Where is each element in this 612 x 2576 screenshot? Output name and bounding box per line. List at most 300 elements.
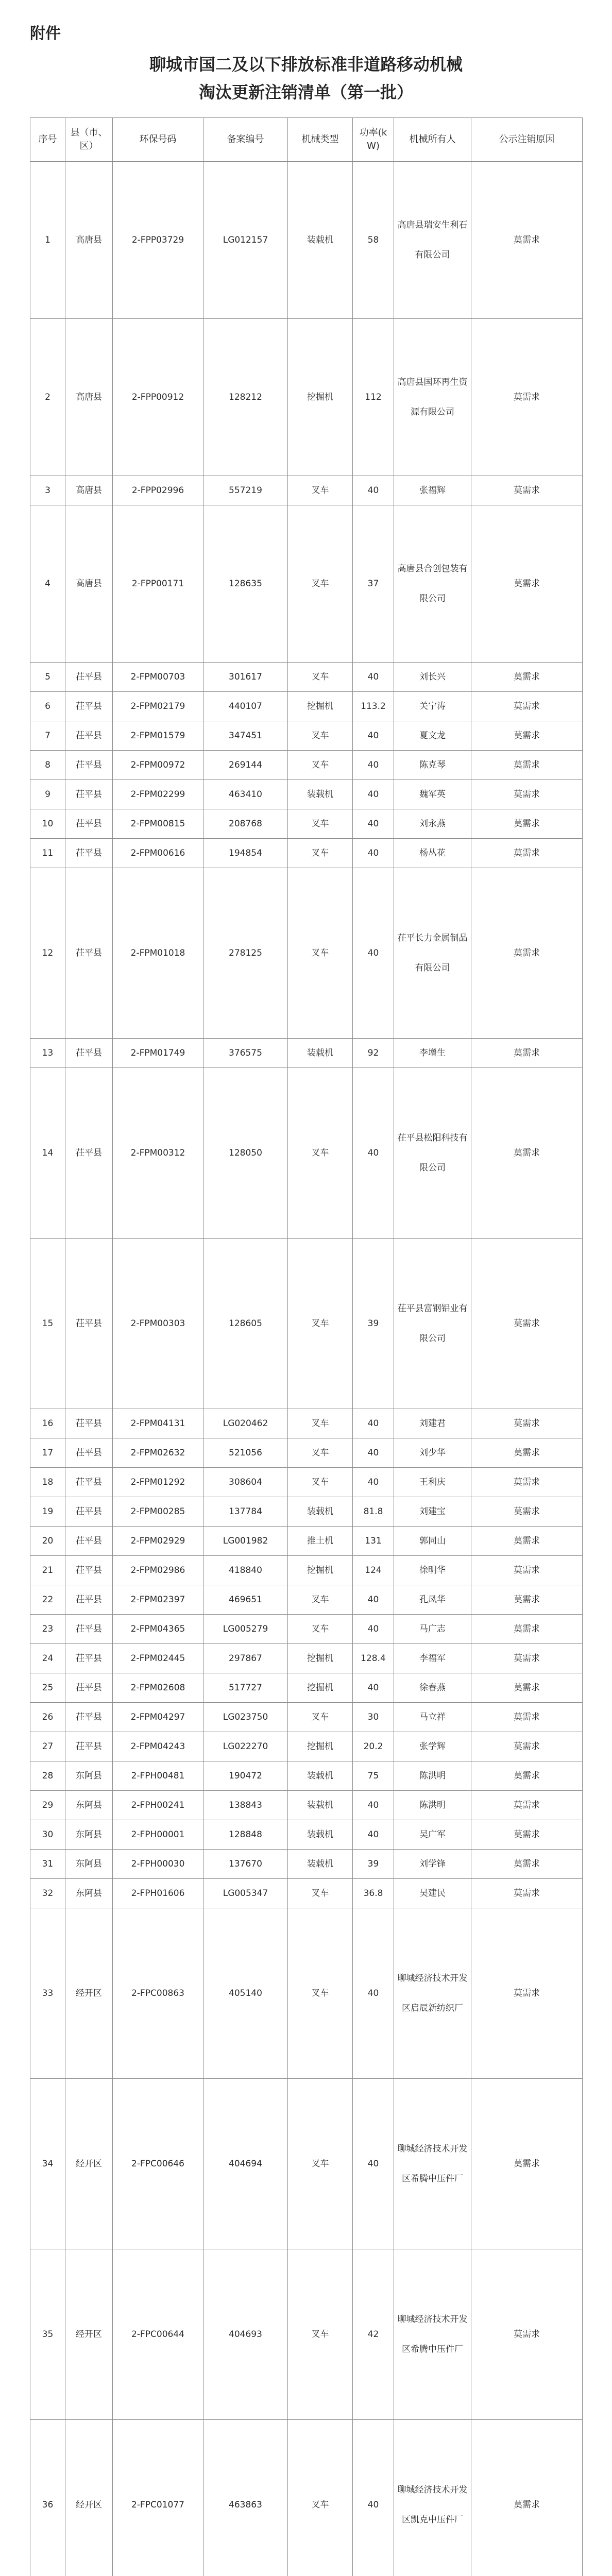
- cell-reason: 莫需求: [471, 2420, 583, 2576]
- cell-filing-no: 463410: [203, 780, 288, 809]
- cell-power: 128.4: [353, 1644, 394, 1673]
- table-row: [30, 162, 583, 319]
- cell-seq: 29: [30, 1791, 65, 1820]
- cell-power: 40: [353, 476, 394, 505]
- header-env-code: 环保号码: [113, 118, 203, 162]
- cell-power: 40: [353, 1673, 394, 1703]
- cell-machine-type: 挖掘机: [288, 319, 353, 476]
- cell-power: 75: [353, 1761, 394, 1791]
- cell-owner: 高唐县合创包装有限公司: [394, 505, 471, 663]
- table-row: [30, 1497, 583, 1527]
- cell-seq: 13: [30, 1039, 65, 1068]
- cell-county: 经开区: [65, 2079, 113, 2249]
- cell-filing-no: 301617: [203, 663, 288, 692]
- cell-machine-type: 叉车: [288, 1585, 353, 1615]
- table-row: [30, 1908, 583, 2079]
- cell-county: 茌平县: [65, 1703, 113, 1732]
- cell-county: 茌平县: [65, 1556, 113, 1585]
- cell-owner: 徐春燕: [394, 1673, 471, 1703]
- cell-county: 茌平县: [65, 1468, 113, 1497]
- cell-machine-type: 叉车: [288, 476, 353, 505]
- cell-seq: 20: [30, 1527, 65, 1556]
- cell-filing-no: 297867: [203, 1644, 288, 1673]
- cell-machine-type: 叉车: [288, 1239, 353, 1409]
- cell-env-code: 2-FPM00285: [113, 1497, 203, 1527]
- cell-machine-type: 推土机: [288, 1527, 353, 1556]
- cell-machine-type: 叉车: [288, 1438, 353, 1468]
- cell-owner: 陈洪明: [394, 1791, 471, 1820]
- table-row: [30, 692, 583, 721]
- cell-reason: 莫需求: [471, 868, 583, 1039]
- cell-seq: 10: [30, 809, 65, 839]
- cell-seq: 34: [30, 2079, 65, 2249]
- cell-machine-type: 装载机: [288, 162, 353, 319]
- cell-owner: 陈洪明: [394, 1761, 471, 1791]
- table-row: [30, 1732, 583, 1761]
- cell-power: 40: [353, 1820, 394, 1850]
- cell-reason: 莫需求: [471, 1908, 583, 2079]
- cell-reason: 莫需求: [471, 1703, 583, 1732]
- cell-reason: 莫需求: [471, 2249, 583, 2420]
- cell-power: 40: [353, 2079, 394, 2249]
- cell-county: 东阿县: [65, 1879, 113, 1908]
- cell-county: 茌平县: [65, 1239, 113, 1409]
- cell-county: 茌平县: [65, 1673, 113, 1703]
- cell-seq: 21: [30, 1556, 65, 1585]
- cell-power: 40: [353, 2420, 394, 2576]
- cell-reason: 莫需求: [471, 1820, 583, 1850]
- header-reason: 公示注销原因: [471, 118, 583, 162]
- cell-filing-no: LG001982: [203, 1527, 288, 1556]
- cell-reason: 莫需求: [471, 839, 583, 868]
- cell-machine-type: 叉车: [288, 1703, 353, 1732]
- cell-reason: 莫需求: [471, 1468, 583, 1497]
- table-row: [30, 868, 583, 1039]
- cell-reason: 莫需求: [471, 319, 583, 476]
- cell-reason: 莫需求: [471, 476, 583, 505]
- cell-power: 131: [353, 1527, 394, 1556]
- cell-seq: 31: [30, 1850, 65, 1879]
- cell-reason: 莫需求: [471, 692, 583, 721]
- cell-machine-type: 叉车: [288, 751, 353, 780]
- cell-filing-no: 137670: [203, 1850, 288, 1879]
- cell-env-code: 2-FPM04297: [113, 1703, 203, 1732]
- cell-machine-type: 叉车: [288, 809, 353, 839]
- cell-owner: 茌平县富钢铝业有限公司: [394, 1239, 471, 1409]
- cell-reason: 莫需求: [471, 1497, 583, 1527]
- table-row: [30, 1820, 583, 1850]
- table-row: [30, 780, 583, 809]
- cell-power: 112: [353, 319, 394, 476]
- cell-county: 东阿县: [65, 1761, 113, 1791]
- table-row: [30, 1039, 583, 1068]
- cell-env-code: 2-FPM02299: [113, 780, 203, 809]
- cell-county: 茌平县: [65, 1497, 113, 1527]
- cell-owner: 郭同山: [394, 1527, 471, 1556]
- cell-env-code: 2-FPP02996: [113, 476, 203, 505]
- cell-power: 92: [353, 1039, 394, 1068]
- cell-env-code: 2-FPM01018: [113, 868, 203, 1039]
- cell-county: 高唐县: [65, 505, 113, 663]
- cell-seq: 27: [30, 1732, 65, 1761]
- cell-env-code: 2-FPH00481: [113, 1761, 203, 1791]
- cell-env-code: 2-FPM00616: [113, 839, 203, 868]
- cell-env-code: 2-FPM04365: [113, 1615, 203, 1644]
- cell-env-code: 2-FPM02632: [113, 1438, 203, 1468]
- cell-power: 40: [353, 663, 394, 692]
- cell-env-code: 2-FPP00171: [113, 505, 203, 663]
- cell-reason: 莫需求: [471, 1732, 583, 1761]
- cell-county: 东阿县: [65, 1820, 113, 1850]
- cell-machine-type: 叉车: [288, 1908, 353, 2079]
- cell-seq: 11: [30, 839, 65, 868]
- table-row: [30, 809, 583, 839]
- cell-power: 39: [353, 1239, 394, 1409]
- cell-filing-no: 440107: [203, 692, 288, 721]
- attachment-label: 附件: [30, 25, 61, 43]
- header-owner: 机械所有人: [394, 118, 471, 162]
- cell-power: 40: [353, 839, 394, 868]
- cell-county: 茌平县: [65, 751, 113, 780]
- cell-reason: 莫需求: [471, 1673, 583, 1703]
- cell-power: 40: [353, 1468, 394, 1497]
- cell-machine-type: 装载机: [288, 1497, 353, 1527]
- cell-seq: 1: [30, 162, 65, 319]
- cell-machine-type: 装载机: [288, 1791, 353, 1820]
- cell-reason: 莫需求: [471, 1615, 583, 1644]
- cell-reason: 莫需求: [471, 1039, 583, 1068]
- cell-power: 40: [353, 1791, 394, 1820]
- cell-county: 茌平县: [65, 692, 113, 721]
- cell-reason: 莫需求: [471, 1879, 583, 1908]
- cell-env-code: 2-FPM02179: [113, 692, 203, 721]
- table-row: [30, 1615, 583, 1644]
- cell-seq: 24: [30, 1644, 65, 1673]
- cell-county: 经开区: [65, 2249, 113, 2420]
- cell-county: 茌平县: [65, 663, 113, 692]
- table-row: [30, 1879, 583, 1908]
- cell-seq: 9: [30, 780, 65, 809]
- cell-power: 113.2: [353, 692, 394, 721]
- cell-owner: 高唐县国环再生资源有限公司: [394, 319, 471, 476]
- cell-power: 40: [353, 751, 394, 780]
- cell-power: 30: [353, 1703, 394, 1732]
- cell-seq: 15: [30, 1239, 65, 1409]
- cell-machine-type: 叉车: [288, 505, 353, 663]
- cell-machine-type: 叉车: [288, 1468, 353, 1497]
- cell-env-code: 2-FPM02397: [113, 1585, 203, 1615]
- cell-seq: 7: [30, 721, 65, 751]
- cell-env-code: 2-FPM02608: [113, 1673, 203, 1703]
- cell-power: 40: [353, 809, 394, 839]
- cell-filing-no: 521056: [203, 1438, 288, 1468]
- cell-machine-type: 挖掘机: [288, 1673, 353, 1703]
- cell-reason: 莫需求: [471, 162, 583, 319]
- cell-seq: 26: [30, 1703, 65, 1732]
- table-row: [30, 1068, 583, 1239]
- cell-county: 茌平县: [65, 1527, 113, 1556]
- cell-owner: 聊城经济技术开发区凯克中压件厂: [394, 2420, 471, 2576]
- cell-filing-no: 308604: [203, 1468, 288, 1497]
- cell-env-code: 2-FPH00030: [113, 1850, 203, 1879]
- cell-seq: 33: [30, 1908, 65, 2079]
- cell-env-code: 2-FPM00303: [113, 1239, 203, 1409]
- cell-seq: 12: [30, 868, 65, 1039]
- cell-machine-type: 装载机: [288, 780, 353, 809]
- cell-machine-type: 叉车: [288, 663, 353, 692]
- cell-machine-type: 叉车: [288, 1615, 353, 1644]
- cell-machine-type: 叉车: [288, 2079, 353, 2249]
- cell-power: 40: [353, 1585, 394, 1615]
- cell-machine-type: 挖掘机: [288, 1732, 353, 1761]
- cell-filing-no: 517727: [203, 1673, 288, 1703]
- cell-machine-type: 叉车: [288, 2420, 353, 2576]
- cell-machine-type: 叉车: [288, 2249, 353, 2420]
- cell-reason: 莫需求: [471, 1585, 583, 1615]
- table-row: [30, 1791, 583, 1820]
- cell-reason: 莫需求: [471, 1239, 583, 1409]
- cell-reason: 莫需求: [471, 751, 583, 780]
- cell-seq: 4: [30, 505, 65, 663]
- cell-reason: 莫需求: [471, 1850, 583, 1879]
- table-row: [30, 1239, 583, 1409]
- cell-owner: 陈克琴: [394, 751, 471, 780]
- cell-owner: 高唐县瑞安生利石有限公司: [394, 162, 471, 319]
- cell-reason: 莫需求: [471, 809, 583, 839]
- cell-seq: 25: [30, 1673, 65, 1703]
- cell-reason: 莫需求: [471, 1791, 583, 1820]
- cell-machine-type: 叉车: [288, 1068, 353, 1239]
- cell-env-code: 2-FPC00863: [113, 1908, 203, 2079]
- cell-machine-type: 叉车: [288, 1879, 353, 1908]
- cell-env-code: 2-FPH00241: [113, 1791, 203, 1820]
- cell-owner: 孔凤华: [394, 1585, 471, 1615]
- cell-machine-type: 装载机: [288, 1850, 353, 1879]
- cell-filing-no: LG022270: [203, 1732, 288, 1761]
- cell-owner: 马广志: [394, 1615, 471, 1644]
- cell-env-code: 2-FPM01579: [113, 721, 203, 751]
- title-line-1: 聊城市国二及以下排放标准非道路移动机械: [149, 55, 463, 74]
- table-row: [30, 721, 583, 751]
- cell-env-code: 2-FPH00001: [113, 1820, 203, 1850]
- cell-reason: 莫需求: [471, 663, 583, 692]
- cell-owner: 刘学锋: [394, 1850, 471, 1879]
- table-row: [30, 476, 583, 505]
- cell-owner: 李福军: [394, 1644, 471, 1673]
- table-row: [30, 2420, 583, 2576]
- cell-county: 高唐县: [65, 476, 113, 505]
- table-row: [30, 663, 583, 692]
- cell-filing-no: LG005347: [203, 1879, 288, 1908]
- cell-env-code: 2-FPP03729: [113, 162, 203, 319]
- cell-filing-no: LG005279: [203, 1615, 288, 1644]
- cell-machine-type: 挖掘机: [288, 1644, 353, 1673]
- cell-machine-type: 挖掘机: [288, 1556, 353, 1585]
- cell-county: 东阿县: [65, 1791, 113, 1820]
- header-power: 功率(kW): [353, 118, 394, 162]
- cell-env-code: 2-FPM04243: [113, 1732, 203, 1761]
- cell-owner: 聊城经济技术开发区希腾中压件厂: [394, 2249, 471, 2420]
- cell-reason: 莫需求: [471, 721, 583, 751]
- cell-county: 高唐县: [65, 319, 113, 476]
- cell-machine-type: 挖掘机: [288, 692, 353, 721]
- cell-env-code: 2-FPM01749: [113, 1039, 203, 1068]
- cell-env-code: 2-FPM00815: [113, 809, 203, 839]
- cell-owner: 茌平长力金属制品有限公司: [394, 868, 471, 1039]
- cell-machine-type: 叉车: [288, 839, 353, 868]
- cell-county: 茌平县: [65, 868, 113, 1039]
- table-row: [30, 1703, 583, 1732]
- cell-power: 40: [353, 780, 394, 809]
- cell-env-code: 2-FPM02986: [113, 1556, 203, 1585]
- cell-owner: 聊城经济技术开发区启辰新纺织厂: [394, 1908, 471, 2079]
- header-machine-type: 机械类型: [288, 118, 353, 162]
- cell-county: 茌平县: [65, 721, 113, 751]
- cell-owner: 刘长兴: [394, 663, 471, 692]
- table-row: [30, 505, 583, 663]
- cell-machine-type: 叉车: [288, 721, 353, 751]
- cell-owner: 魏军英: [394, 780, 471, 809]
- header-seq: 序号: [30, 118, 65, 162]
- cell-filing-no: 404694: [203, 2079, 288, 2249]
- cell-county: 茌平县: [65, 1644, 113, 1673]
- cell-power: 40: [353, 1615, 394, 1644]
- cell-env-code: 2-FPM04131: [113, 1409, 203, 1438]
- cell-power: 40: [353, 721, 394, 751]
- cell-owner: 吴广军: [394, 1820, 471, 1850]
- cell-filing-no: LG023750: [203, 1703, 288, 1732]
- cell-seq: 5: [30, 663, 65, 692]
- cell-filing-no: 128635: [203, 505, 288, 663]
- cell-power: 58: [353, 162, 394, 319]
- cell-owner: 张学辉: [394, 1732, 471, 1761]
- cell-filing-no: 137784: [203, 1497, 288, 1527]
- table-row: [30, 1468, 583, 1497]
- cell-owner: 杨丛花: [394, 839, 471, 868]
- table-row: [30, 1585, 583, 1615]
- cell-seq: 36: [30, 2420, 65, 2576]
- cell-env-code: 2-FPM02445: [113, 1644, 203, 1673]
- cell-filing-no: LG012157: [203, 162, 288, 319]
- cell-county: 茌平县: [65, 809, 113, 839]
- cell-filing-no: 128050: [203, 1068, 288, 1239]
- cell-filing-no: 128212: [203, 319, 288, 476]
- cell-county: 茌平县: [65, 1438, 113, 1468]
- cell-env-code: 2-FPM01292: [113, 1468, 203, 1497]
- table-row: [30, 751, 583, 780]
- cell-filing-no: 208768: [203, 809, 288, 839]
- cell-county: 东阿县: [65, 1850, 113, 1879]
- cell-power: 37: [353, 505, 394, 663]
- cell-seq: 32: [30, 1879, 65, 1908]
- table-row: [30, 1850, 583, 1879]
- cell-reason: 莫需求: [471, 2079, 583, 2249]
- cell-owner: 王利庆: [394, 1468, 471, 1497]
- cell-power: 39: [353, 1850, 394, 1879]
- cell-county: 经开区: [65, 2420, 113, 2576]
- cell-county: 茌平县: [65, 780, 113, 809]
- cell-seq: 2: [30, 319, 65, 476]
- cell-owner: 刘建君: [394, 1409, 471, 1438]
- cell-owner: 茌平县松阳科技有限公司: [394, 1068, 471, 1239]
- cell-filing-no: 418840: [203, 1556, 288, 1585]
- cell-filing-no: 128848: [203, 1820, 288, 1850]
- cell-filing-no: 404693: [203, 2249, 288, 2420]
- cell-reason: 莫需求: [471, 780, 583, 809]
- cell-seq: 28: [30, 1761, 65, 1791]
- table-body: [30, 162, 583, 2576]
- table-row: [30, 2079, 583, 2249]
- cell-reason: 莫需求: [471, 1527, 583, 1556]
- cell-county: 茌平县: [65, 1615, 113, 1644]
- table-row: [30, 1644, 583, 1673]
- cell-power: 40: [353, 1068, 394, 1239]
- table-header-row: [30, 118, 583, 162]
- cell-env-code: 2-FPC01077: [113, 2420, 203, 2576]
- cell-county: 茌平县: [65, 1409, 113, 1438]
- cell-reason: 莫需求: [471, 505, 583, 663]
- cell-power: 42: [353, 2249, 394, 2420]
- header-county: 县（市、区）: [65, 118, 113, 162]
- cell-env-code: 2-FPM00972: [113, 751, 203, 780]
- cell-county: 茌平县: [65, 1585, 113, 1615]
- cell-owner: 徐明华: [394, 1556, 471, 1585]
- document-title: [30, 50, 582, 106]
- table-row: [30, 1761, 583, 1791]
- cell-seq: 23: [30, 1615, 65, 1644]
- cell-seq: 17: [30, 1438, 65, 1468]
- cell-power: 40: [353, 1409, 394, 1438]
- cell-seq: 8: [30, 751, 65, 780]
- cell-env-code: 2-FPH01606: [113, 1879, 203, 1908]
- table-row: [30, 2249, 583, 2420]
- cell-filing-no: LG020462: [203, 1409, 288, 1438]
- cell-seq: 3: [30, 476, 65, 505]
- cell-seq: 35: [30, 2249, 65, 2420]
- cell-env-code: 2-FPM00312: [113, 1068, 203, 1239]
- cell-filing-no: 376575: [203, 1039, 288, 1068]
- cell-filing-no: 347451: [203, 721, 288, 751]
- cell-seq: 6: [30, 692, 65, 721]
- cell-county: 高唐县: [65, 162, 113, 319]
- cell-seq: 22: [30, 1585, 65, 1615]
- table-row: [30, 1527, 583, 1556]
- cell-machine-type: 装载机: [288, 1761, 353, 1791]
- cell-filing-no: 557219: [203, 476, 288, 505]
- cell-power: 81.8: [353, 1497, 394, 1527]
- header-filing-no: 备案编号: [203, 118, 288, 162]
- cell-machine-type: 叉车: [288, 1409, 353, 1438]
- table-row: [30, 1409, 583, 1438]
- cell-owner: 刘建宝: [394, 1497, 471, 1527]
- cell-county: 茌平县: [65, 1068, 113, 1239]
- cell-filing-no: 269144: [203, 751, 288, 780]
- table-row: [30, 1438, 583, 1468]
- cell-seq: 18: [30, 1468, 65, 1497]
- cell-machine-type: 装载机: [288, 1039, 353, 1068]
- cell-env-code: 2-FPC00646: [113, 2079, 203, 2249]
- cell-power: 40: [353, 1908, 394, 2079]
- cell-power: 40: [353, 868, 394, 1039]
- cell-reason: 莫需求: [471, 1438, 583, 1468]
- cell-power: 20.2: [353, 1732, 394, 1761]
- cell-power: 40: [353, 1438, 394, 1468]
- cell-county: 经开区: [65, 1908, 113, 2079]
- machinery-table: [30, 117, 583, 2576]
- cell-reason: 莫需求: [471, 1644, 583, 1673]
- cell-filing-no: 469651: [203, 1585, 288, 1615]
- cell-filing-no: 405140: [203, 1908, 288, 2079]
